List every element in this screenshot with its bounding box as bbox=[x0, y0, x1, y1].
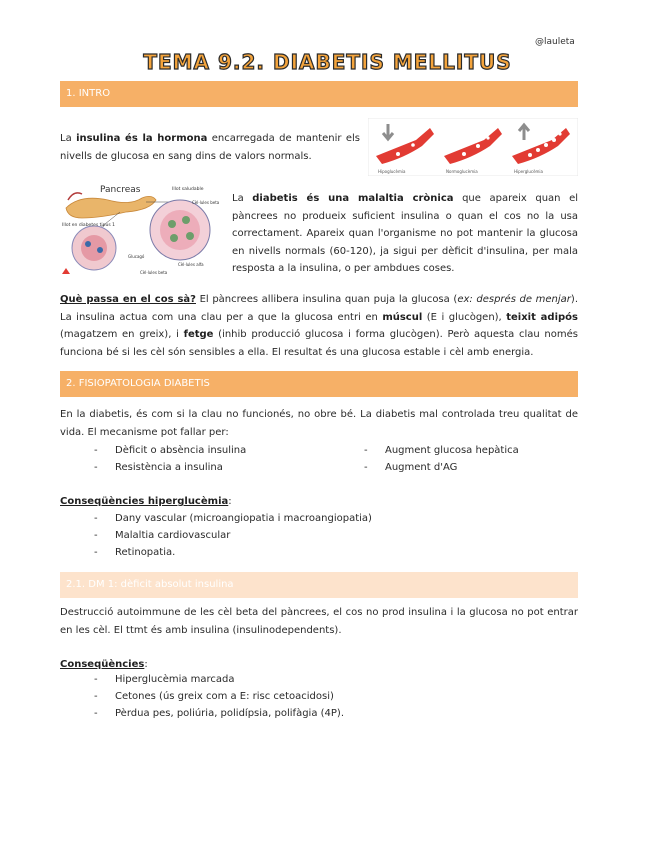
vessel-label-hypo: Hipoglucèmia bbox=[378, 169, 406, 174]
pancreas-label-sub: Glucagó bbox=[128, 254, 145, 259]
intro-paragraph-2: La diabetis és una malaltia crònica que apareix quan el pàncrees no produeix suficient insulina o quan el cos no la usa correctament. Apareix quan l'organisme no pot mantenir la glucosa en nivells normals (60-120), ja sigui per dèficit d'insulina, per mala resposta a la insulina, o per ambdues coses. bbox=[232, 193, 579, 274]
pancreas-label-beta: Cèl·lules beta bbox=[140, 270, 168, 275]
list-item: - Resistència a insulina bbox=[94, 462, 223, 473]
list-item: - Retinopatia. bbox=[94, 547, 176, 558]
consequences-title: Conseqüències hiperglucèmia: bbox=[60, 496, 232, 507]
vessel-label-normo: Normoglucèmia bbox=[446, 169, 478, 174]
pancreas-figure bbox=[60, 178, 228, 278]
author-handle: @lauleta bbox=[535, 37, 575, 47]
list-item: - Cetones (ús greix com a E: risc cetoacidosi) bbox=[94, 691, 334, 702]
list-item: - Dany vascular (microangiopatia i macroangiopatia) bbox=[94, 513, 372, 524]
fisio-paragraph: En la diabetis, és com si la clau no funcionés, no obre bé. La diabetis mal controlada treu qualitat de vida. El mecanisme pot fallar per: bbox=[60, 409, 578, 438]
dm1-consequences-title: Conseqüències: bbox=[60, 659, 148, 670]
pancreas-label-t1: Illot en diabetes tipus 1 bbox=[62, 223, 115, 228]
list-item: - Hiperglucèmia marcada bbox=[94, 674, 235, 685]
pancreas-label-healthy: Illot saludable bbox=[172, 187, 204, 192]
section-heading-intro: 1. INTRO bbox=[60, 81, 578, 107]
pancreas-organ bbox=[66, 196, 156, 218]
intro-paragraph-1: La insulina és la hormona encarregada de mantenir els nivells de glucosa en sang dins de valors normals. bbox=[60, 133, 360, 162]
list-item: - Dèficit o absència insulina bbox=[94, 445, 247, 456]
section-heading-dm1: 2.1. DM 1: dèficit absolut insulina bbox=[60, 572, 578, 598]
page-title: TEMA 9.2. DIABETIS MELLITUS bbox=[143, 50, 512, 74]
blood-vessel-figure bbox=[368, 118, 578, 176]
dm1-paragraph: Destrucció autoimmune de les cèl beta del pàncrees, el cos no prod insulina i la glucosa no pot entrar en les cèl. El ttmt és amb insulina (insulinodependents). bbox=[60, 607, 578, 636]
list-item: - Pèrdua pes, poliúria, polidípsia, polifàgia (4P). bbox=[94, 708, 345, 719]
pancreas-title: Pancreas bbox=[100, 185, 141, 195]
list-item: - Augment d'AG bbox=[364, 462, 458, 473]
list-item: - Augment glucosa hepàtica bbox=[364, 445, 519, 456]
pancreas-label-cells: Cèl·lules beta bbox=[192, 200, 220, 205]
intro-paragraph-3: Què passa en el cos sà? El pàncrees allibera insulina quan puja la glucosa (ex: després de menjar). La insulina actua com una clau per a que la glucosa entri en múscul (E i glucògen), teixit adipós (magatzem en greix), i fetge (inhib producció glucosa i forma glucògen). Però aquesta clau només funciona bé si les cèl són sensibles a ella. El resultat és una glucosa estable i cèl amb energia. bbox=[60, 294, 579, 358]
section-heading-fisio: 2. FISIOPATOLOGIA DIABETIS bbox=[60, 371, 578, 397]
pancreas-label-alpha: Cèl·lules alfa bbox=[178, 262, 204, 267]
list-item: - Malaltia cardiovascular bbox=[94, 530, 231, 541]
vessel-label-hyper: Hiperglucèmia bbox=[514, 169, 543, 174]
